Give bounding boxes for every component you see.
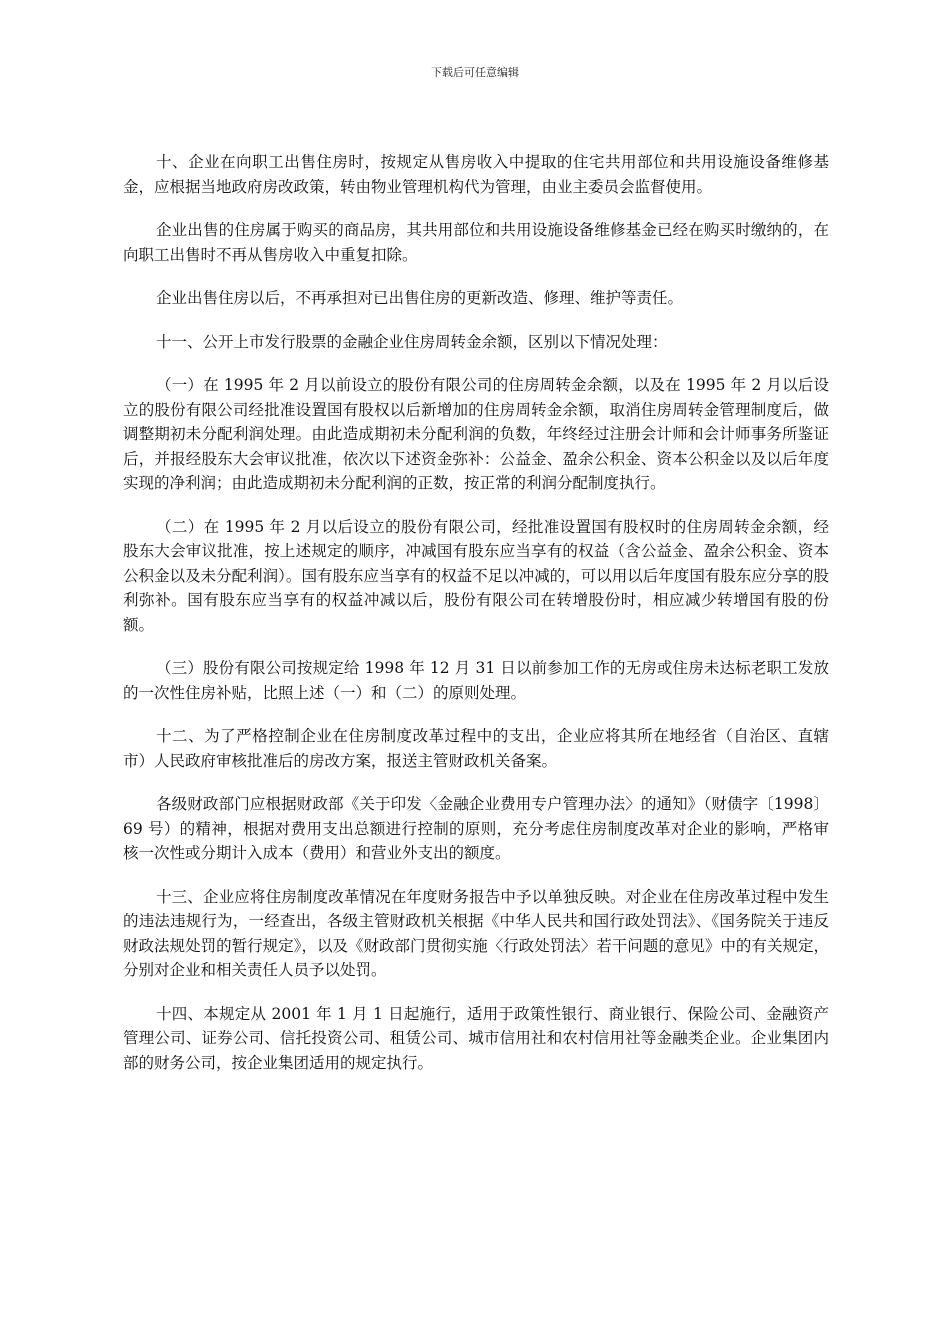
paragraph-article-10: 十、企业在向职工出售住房时，按规定从售房收入中提取的住宅共用部位和共用设施设备维修基金，应根据当地政府房改政策，转由物业管理机构代为管理，由业主委员会监督使用。 — [123, 153, 829, 196]
paragraph-article-12-finance-departments: 各级财政部门应根据财政部《关于印发〈金融企业费用专户管理办法〉的通知》（财债字〔1998〕69 号）的精神，根据对费用支出总额进行控制的原则，充分考虑住房制度改革对企业的影响，严格审核一次性或分期计入成本（费用）和营业外支出的额度。 — [123, 795, 829, 862]
paragraph-article-10-purchased-housing: 企业出售的住房属于购买的商品房，其共用部位和共用设施设备维修基金已经在购买时缴纳的，在向职工出售时不再从售房收入中重复扣除。 — [123, 221, 829, 264]
paragraph-article-11-item-2: （二）在 1995 年 2 月以后设立的股份有限公司，经批准设置国有股权时的住房周转金余额，经股东大会审议批准，按上述规定的顺序，冲减国有股东应当享有的权益（含公益金、盈余公积金、资本公积金以及未分配利润）。国有股东应当享有的权益不足以冲减的，可以用以后年度国有股东应分享的股利弥补。国有股东应当享有的权益冲减以后，股份有限公司在转增股份时，相应减少转增国有股的份额。 — [123, 517, 829, 634]
paragraph-article-10-responsibility: 企业出售住房以后，不再承担对已出售住房的更新改造、修理、维护等责任。 — [156, 289, 684, 307]
document-body — [123, 150, 829, 1094]
paragraph-article-13: 十三、企业应将住房制度改革情况在年度财务报告中予以单独反映。对企业在住房改革过程中发生的违法违规行为，一经查出，各级主管财政机关根据《中华人民共和国行政处罚法》、《国务院关于违反财政法规处罚的暂行规定》，以及《财政部门贯彻实施〈行政处罚法〉若干问题的意见》中的有关规定，分别对企业和相关责任人员予以处罚。 — [123, 887, 829, 979]
paragraph-article-11-item-1: （一）在 1995 年 2 月以前设立的股份有限公司的住房周转金余额，以及在 1995 年 2 月以后设立的股份有限公司经批准设置国有股权以后新增加的住房周转金余额，取消住房周转金管理制度后，做调整期初未分配利润处理。由此造成期初未分配利润的负数，年终经过注册会计师和会计师事务所鉴证后，并报经股东大会审议批准，依次以下述资金弥补：公益金、盈余公积金、资本公积金以及以后年度实现的净利润；由此造成期初未分配利润的正数，按正常的利润分配制度执行。 — [123, 376, 829, 492]
page-header: 下载后可任意编辑 — [431, 66, 519, 79]
paragraph-article-12: 十二、为了严格控制企业在住房制度改革过程中的支出，企业应将其所在地经省（自治区、直辖市）人民政府审核批准后的房改方案，报送主管财政机关备案。 — [123, 727, 829, 770]
paragraph-article-11-item-3: （三）股份有限公司按规定给 1998 年 12 月 31 日以前参加工作的无房或住房未达标老职工发放的一次性住房补贴，比照上述（一）和（二）的原则处理。 — [123, 659, 829, 702]
paragraph-article-11: 十一、公开上市发行股票的金融企业住房周转金余额，区别以下情况处理： — [156, 332, 668, 351]
paragraph-article-14: 十四、本规定从 2001 年 1 月 1 日起施行，适用于政策性银行、商业银行、保险公司、金融资产管理公司、证券公司、信托投资公司、租赁公司、城市信用社和农村信用社等金融类企业。企业集团内部的财务公司，按企业集团适用的规定执行。 — [123, 1004, 829, 1072]
